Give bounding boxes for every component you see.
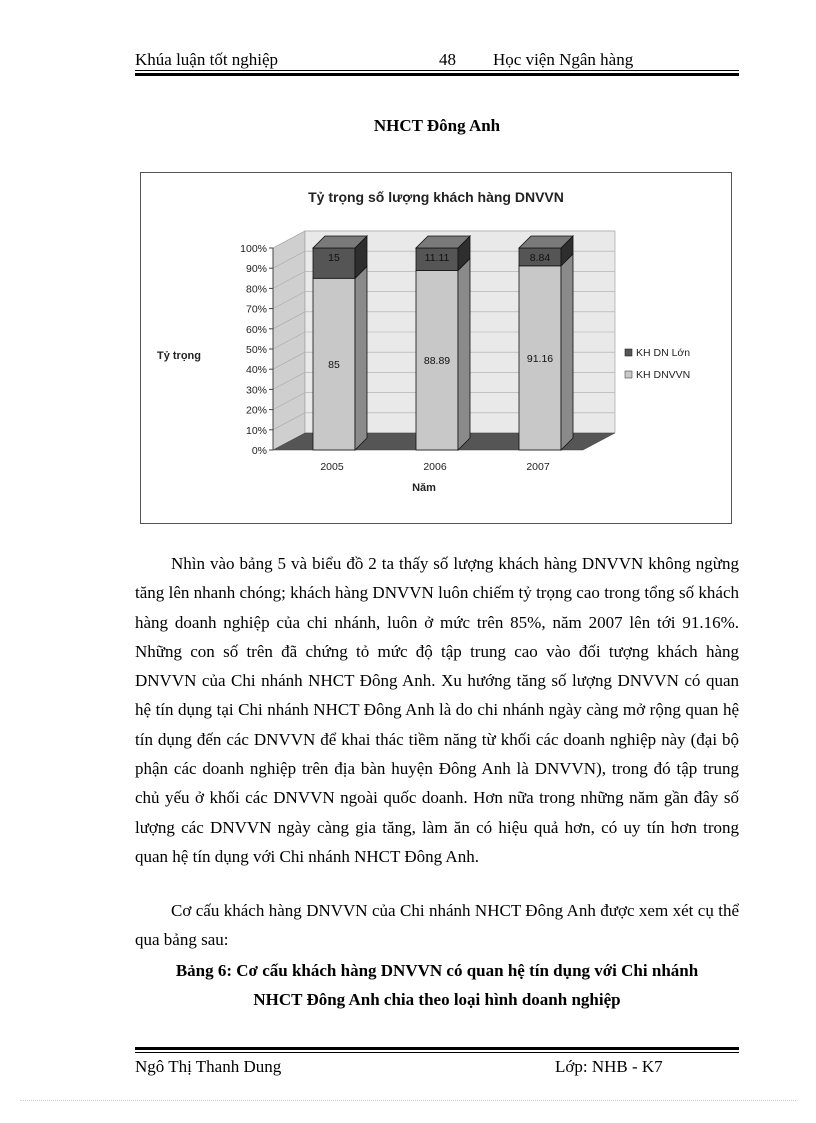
bank-heading: NHCT Đông Anh xyxy=(373,116,501,135)
footer-rule-thick xyxy=(135,1047,739,1050)
bar-data-label: 8.84 xyxy=(529,252,551,264)
y-tick-label: 100% xyxy=(240,243,267,255)
header-institution: Học viện Ngân hàng xyxy=(493,50,634,69)
footer-rule-thin xyxy=(135,1052,739,1053)
header-rule-thick xyxy=(135,73,739,76)
legend-swatch-large xyxy=(625,349,632,356)
header-thesis-title: Khúa luận tốt nghiệp xyxy=(135,50,279,69)
chart-legend xyxy=(625,347,690,381)
page-header xyxy=(135,50,739,70)
footer-author: Ngô Thị Thanh Dung xyxy=(135,1057,282,1076)
table-caption-line-2: NHCT Đông Anh chia theo loại hình doanh nghiệp xyxy=(253,990,621,1010)
footer-class: Lớp: NHB - K7 xyxy=(555,1057,663,1076)
y-axis-label: Tỷ trọng xyxy=(157,350,201,362)
stacked-bar-chart xyxy=(141,173,731,523)
header-rule-thin xyxy=(135,70,739,71)
table-caption xyxy=(135,956,739,1015)
bar-data-label: 11.11 xyxy=(424,252,450,264)
page-footer xyxy=(135,1057,739,1079)
y-tick-label: 20% xyxy=(245,404,267,417)
y-tick-label: 30% xyxy=(245,384,267,397)
chart-bars xyxy=(313,236,573,450)
x-axis-label: Năm xyxy=(412,482,436,494)
y-tick-label: 80% xyxy=(245,283,267,296)
y-tick-label: 60% xyxy=(245,323,267,336)
x-tick-label: 2007 xyxy=(526,461,550,473)
bar-data-label: 91.16 xyxy=(526,352,554,365)
header-page-number: 48 xyxy=(439,50,456,69)
page-edge-dotted xyxy=(20,1100,796,1101)
y-tick-label: 10% xyxy=(245,424,267,437)
x-axis-ticks xyxy=(320,461,550,473)
legend-swatch-sme xyxy=(625,371,632,378)
bar-side xyxy=(561,254,573,450)
y-tick-label: 40% xyxy=(245,364,267,377)
bar-side xyxy=(458,258,470,450)
chart-title: Tỷ trọng số lượng khách hàng DNVVN xyxy=(308,189,564,205)
bar-data-label: 85 xyxy=(328,359,340,372)
table-caption-line-1: Bảng 6: Cơ cấu khách hàng DNVVN có quan hệ tín dụng với Chi nhánh xyxy=(175,961,699,980)
y-tick-label: 50% xyxy=(245,344,267,356)
x-tick-label: 2006 xyxy=(423,461,447,473)
y-tick-label: 70% xyxy=(245,303,267,316)
y-axis xyxy=(240,243,273,457)
legend-label-large: KH DN Lớn xyxy=(636,347,691,359)
chart-frame xyxy=(140,172,732,524)
bar-data-label: 15 xyxy=(328,252,340,264)
y-tick-label: 90% xyxy=(245,263,267,276)
legend-label-sme: KH DNVVN xyxy=(636,369,691,381)
body-paragraph-2: Cơ cấu khách hàng DNVVN của Chi nhánh NHCT Đông Anh được xem xét cụ thể qua bảng sau: xyxy=(135,901,739,950)
y-tick-label: 0% xyxy=(251,445,267,457)
x-tick-label: 2005 xyxy=(320,461,344,473)
bar-data-label: 88.89 xyxy=(423,355,451,368)
body-paragraph-1: Nhìn vào bảng 5 và biểu đồ 2 ta thấy số lượng khách hàng DNVVN không ngừng tăng lên nhanh chóng; khách hàng DNVVN luôn chiếm tỷ trọng cao trong tổng số khách hàng doanh nghiệp của chi nhánh, luôn ở mức trên 85%, năm 2007 lên tới 91.16%. Những con số trên đã chứng tỏ mức độ tập trung cao vào đối tượng khách hàng DNVVN của Chi nhánh NHCT Đông Anh. Xu hướng tăng số lượng DNVVN có quan hệ tín dụng tại Chi nhánh NHCT Đông Anh là do chi nhánh ngày càng mở rộng quan hệ tín dụng đến các DNVVN để khai thác tiềm năng từ khối các doanh nghiệp này (đại bộ phận các doanh nghiệp trên địa bàn huyện Đông Anh là DNVVN), trong đó tập trung chủ yếu ở khối các DNVVN ngoài quốc doanh. Hơn nữa trong những năm gần đây số lượng các DNVVN ngày càng gia tăng, làm ăn có hiệu quả hơn, có uy tín hơn trong quan hệ tín dụng với Chi nhánh NHCT Đông Anh. xyxy=(135,554,739,866)
bar-side xyxy=(355,266,367,450)
